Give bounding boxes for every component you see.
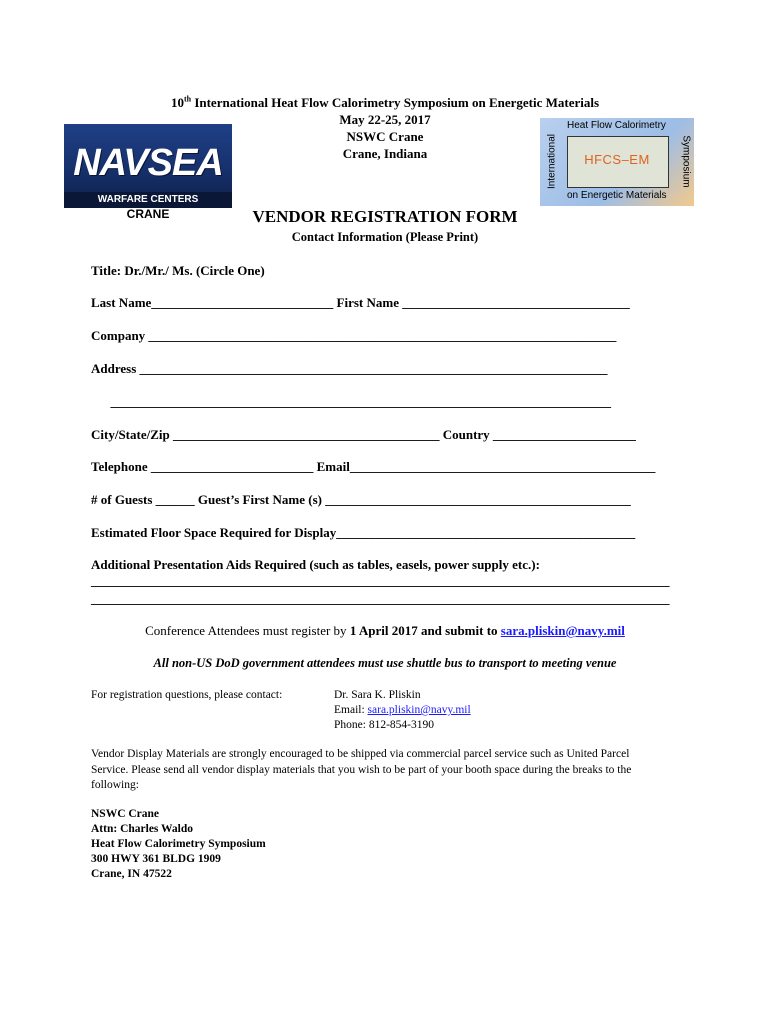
- name-fields[interactable]: Last Name____________________________ First Name ___________________________________: [91, 295, 630, 310]
- title-field: Title: Dr./Mr./ Ms. (Circle One): [91, 263, 265, 278]
- contact-label: For registration questions, please contact:: [91, 689, 283, 701]
- phone-email-fields[interactable]: Telephone _________________________ Email_______________________________________________: [91, 459, 656, 474]
- hfcs-center-text: HFCS–EM: [584, 152, 650, 167]
- hfcs-left-text: International: [546, 133, 558, 190]
- company-field[interactable]: Company ________________________________________________________________________: [91, 328, 617, 343]
- symposium-dates: May 22-25, 2017: [339, 112, 431, 127]
- guests-fields[interactable]: # of Guests ______ Guest’s First Name (s) _______________________________________________: [91, 492, 631, 507]
- ship-address-line-3: Heat Flow Calorimetry Symposium: [91, 838, 266, 850]
- contact-name: Dr. Sara K. Pliskin: [334, 689, 421, 701]
- hfcs-right-text: Symposium: [680, 135, 692, 188]
- ship-address-line-5: Crane, IN 47522: [91, 868, 172, 880]
- symposium-location: Crane, Indiana: [342, 146, 428, 161]
- floor-space-field[interactable]: Estimated Floor Space Required for Display______________________________________________: [91, 525, 636, 540]
- city-country-fields[interactable]: City/State/Zip _________________________________________ Country ______________________: [91, 427, 636, 442]
- address-line2-field[interactable]: _____________________________________________________________________________: [91, 394, 611, 409]
- hfcs-logo: [540, 118, 694, 206]
- hfcs-top-text: Heat Flow Calorimetry: [567, 120, 666, 131]
- navsea-subtitle: WARFARE CENTERS: [64, 192, 232, 208]
- ship-address-line-4: 300 HWY 361 BLDG 1909: [91, 853, 221, 865]
- registration-email-link[interactable]: sara.pliskin@navy.mil: [500, 623, 625, 638]
- presentation-aids-label: Additional Presentation Aids Required (such as tables, easels, power supply etc.):: [91, 557, 540, 572]
- contact-phone: Phone: 812-854-3190: [334, 719, 434, 731]
- form-subtitle: Contact Information (Please Print): [291, 230, 479, 244]
- presentation-aids-line-2[interactable]: _________________________________________________________________________________________: [91, 591, 670, 606]
- registration-deadline: Conference Attendees must register by 1 April 2017 and submit to sara.pliskin@navy.mil: [145, 623, 625, 638]
- symposium-host: NSWC Crane: [346, 129, 424, 144]
- contact-email: Email: sara.pliskin@navy.mil: [334, 704, 471, 716]
- contact-email-link[interactable]: sara.pliskin@navy.mil: [367, 704, 471, 716]
- shuttle-notice: All non-US DoD government attendees must use shuttle bus to transport to meeting venue: [153, 656, 617, 670]
- ship-address-line-2: Attn: Charles Waldo: [91, 823, 194, 835]
- hfcs-bottom-text: on Energetic Materials: [567, 190, 667, 201]
- form-title: VENDOR REGISTRATION FORM: [252, 207, 518, 226]
- symposium-title: 10th International Heat Flow Calorimetry Symposium on Energetic Materials: [170, 94, 600, 110]
- address-field[interactable]: Address ________________________________________________________________________: [91, 361, 608, 376]
- navsea-crane-label: CRANE: [126, 207, 170, 221]
- presentation-aids-line-1[interactable]: _________________________________________________________________________________________: [91, 573, 670, 588]
- navsea-logo: [64, 124, 232, 208]
- shipping-paragraph: Vendor Display Materials are strongly encouraged to be shipped via commercial parcel service such as United Parcel Service. Please send all vendor display materials that you wish to be part of your booth space during the breaks to the following:: [91, 748, 632, 791]
- ship-address-line-1: NSWC Crane: [91, 808, 160, 820]
- navsea-wordmark: NAVSEA: [73, 142, 223, 184]
